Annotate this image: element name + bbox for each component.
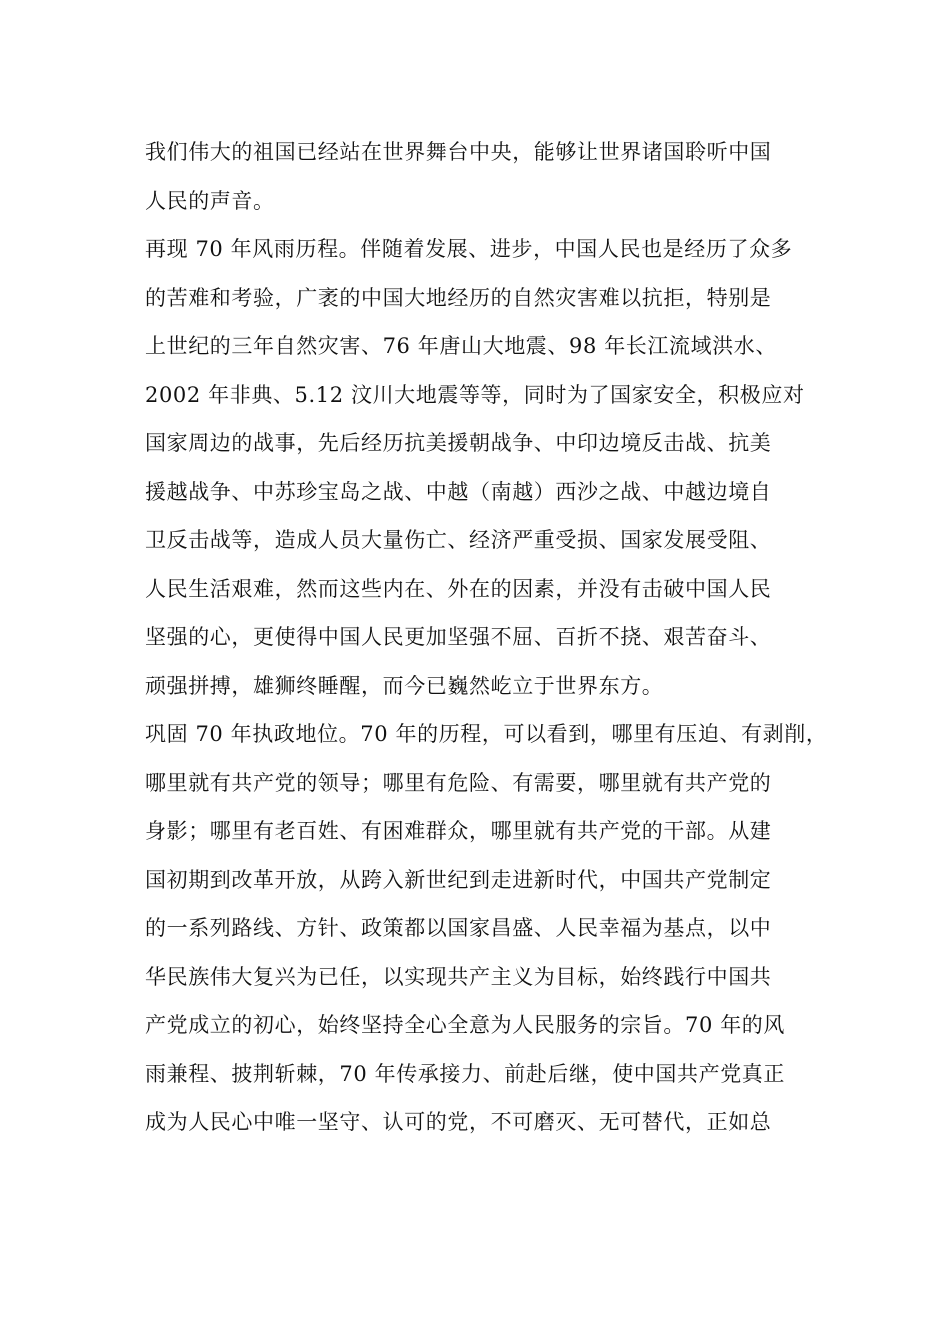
text-line: 身影；哪里有老百姓、有困难群众，哪里就有共产党的干部。从建 — [145, 819, 772, 843]
text-line: 卫反击战等，造成人员大量伤亡、经济严重受损、国家发展受阻、 — [145, 528, 772, 552]
text-line: 的苦难和考验，广袤的中国大地经历的自然灾害难以抗拒，特别是 — [145, 285, 772, 310]
text-line: 国初期到改革开放，从跨入新世纪到走进新时代，中国共产党制定 — [145, 867, 772, 892]
text-line: 上世纪的三年自然灾害、76 年唐山大地震、98 年长江流域洪水、 — [145, 334, 777, 358]
text-line: 人民的声音。 — [145, 188, 275, 213]
text-line: 我们伟大的祖国已经站在世界舞台中央，能够让世界诸国聆听中国 — [145, 140, 772, 164]
text-line: 援越战争、中苏珍宝岛之战、中越（南越）西沙之战、中越边境自 — [145, 479, 772, 504]
text-line: 哪里就有共产党的领导；哪里有危险、有需要，哪里就有共产党的 — [145, 770, 772, 795]
text-line: 雨兼程、披荆斩棘，70 年传承接力、前赴后继，使中国共产党真正 — [145, 1061, 785, 1086]
text-line: 人民生活艰难，然而这些内在、外在的因素，并没有击破中国人民 — [145, 576, 772, 601]
text-line: 的一系列路线、方针、政策都以国家昌盛、人民幸福为基点，以中 — [145, 916, 772, 940]
text-line: 2002 年非典、5.12 汶川大地震等等，同时为了国家安全，积极应对 — [145, 382, 805, 407]
text-line: 产党成立的初心，始终坚持全心全意为人民服务的宗旨。70 年的风 — [145, 1013, 785, 1037]
text-line: 顽强拼搏，雄狮终睡醒，而今已巍然屹立于世界东方。 — [145, 673, 664, 698]
text-line: 坚强的心，更使得中国人民更加坚强不屈、百折不挠、艰苦奋斗、 — [145, 625, 772, 649]
text-line: 国家周边的战事，先后经历抗美援朝战争、中印边境反击战、抗美 — [145, 431, 772, 455]
text-line: 再现 70 年风雨历程。伴随着发展、进步，中国人民也是经历了众多 — [145, 237, 793, 261]
text-line: 华民族伟大复兴为已任，以实现共产主义为目标，始终践行中国共 — [145, 964, 772, 989]
body-text — [145, 128, 845, 1147]
text-line: 成为人民心中唯一坚守、认可的党，不可磨灭、无可替代，正如总 — [145, 1110, 772, 1134]
text-line: 巩固 70 年执政地位。70 年的历程，可以看到，哪里有压迫、有剥削， — [145, 722, 828, 746]
